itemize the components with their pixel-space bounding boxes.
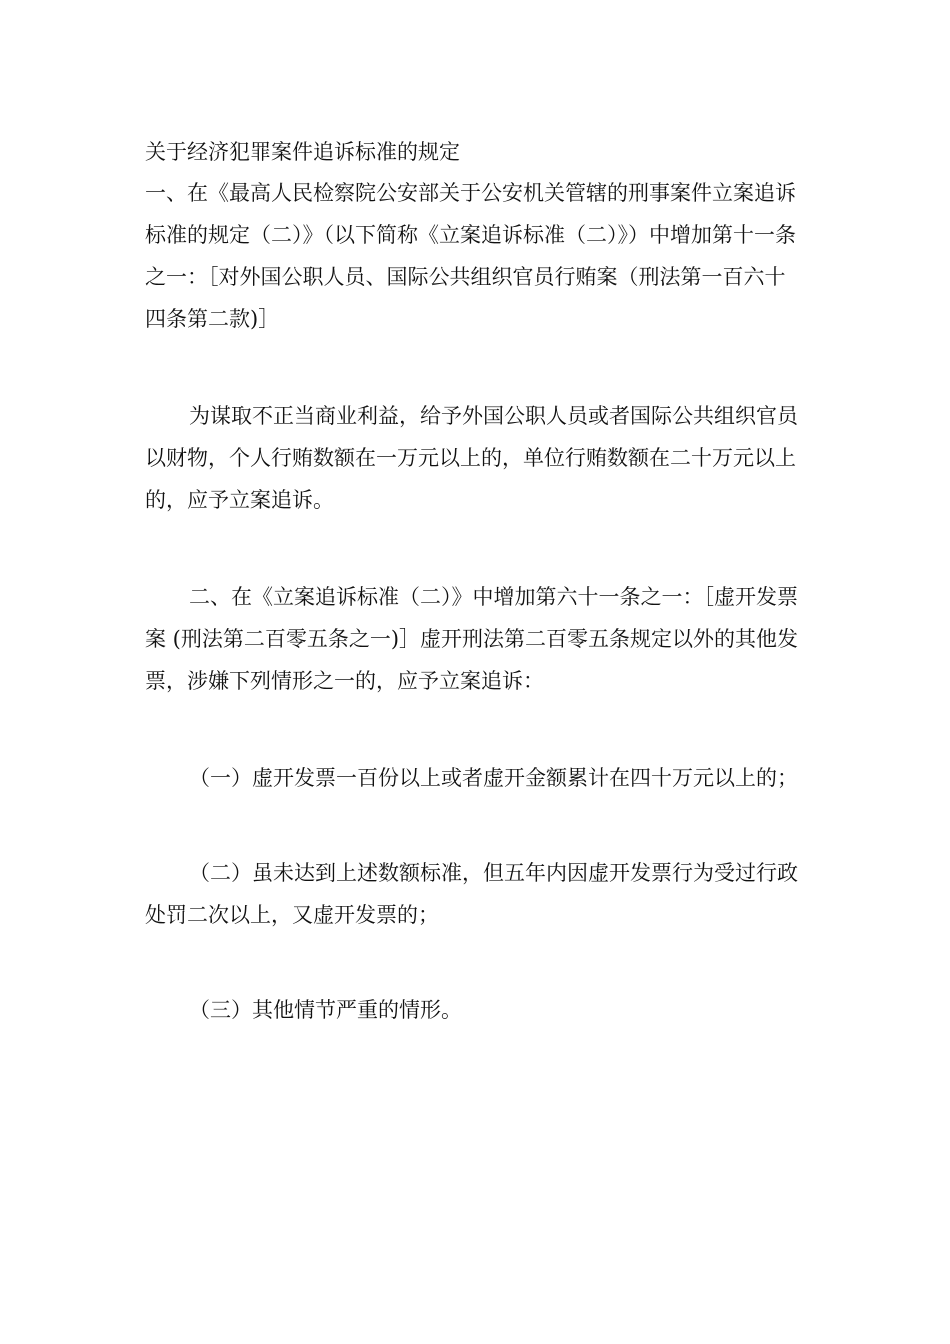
document-title: 关于经济犯罪案件追诉标准的规定 <box>145 140 460 164</box>
paragraph-bribery-standard: 为谋取不正当商业利益，给予外国公职人员或者国际公共组织官员以财物，个人行贿数额在一万元以上的，单位行贿数额在二十万元以上的，应予立案追诉。 <box>145 404 798 512</box>
paragraph-article-one: 一、在《最高人民检察院公安部关于公安机关管辖的刑事案件立案追诉标准的规定（二）》（以下简称《立案追诉标准（二）》）中增加第十一条之一：［对外国公职人员、国际公共组织官员行贿案（刑法第一百六十四条第二款)］ <box>145 181 796 331</box>
document-body <box>145 132 805 1031</box>
list-item-condition-3: （三）其他情节严重的情形。 <box>189 998 462 1022</box>
list-item-condition-2: （二）虽未达到上述数额标准，但五年内因虚开发票行为受过行政处罚二次以上，又虚开发票的； <box>145 861 798 927</box>
list-item-condition-1: （一）虚开发票一百份以上或者虚开金额累计在四十万元以上的； <box>189 766 798 790</box>
paragraph-article-two: 二、在《立案追诉标准（二）》中增加第六十一条之一：［虚开发票案 (刑法第二百零五条之一)］虚开刑法第二百零五条规定以外的其他发票，涉嫌下列情形之一的，应予立案追诉： <box>145 585 799 693</box>
